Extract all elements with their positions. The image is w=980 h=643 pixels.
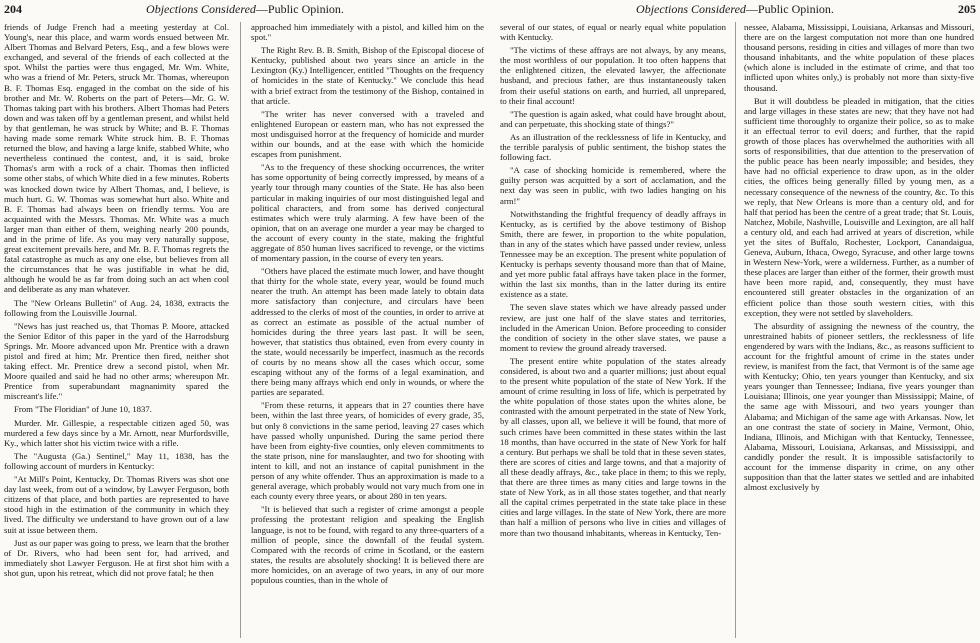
right-page-header bbox=[494, 2, 976, 18]
left-column-2 bbox=[251, 22, 484, 640]
paragraph: several of our states, of equal or nearly equal white population with Kentucky. bbox=[500, 22, 726, 43]
right-column-1 bbox=[500, 22, 726, 640]
left-running-title bbox=[4, 2, 486, 17]
paragraph: The absurdity of assigning the newness of the country, the unrestrained habits of pioneer settlers, the recklessness of life engendered by wars with the Indians, &c., as reasons sufficient to account for the frightful amount of crime in the states under review, is manifest from the fact, that Vermont is of the same age with Kentucky; Ohio, ten years younger than Kentucky, and six years younger than Tennessee; Indiana, five years younger than Louisiana; Illinois, one year younger than Mississippi; Maine, of the same age with Missouri, and two years younger than Alabama; and Michigan of the same age with Arkansas. Now, let an one contrast the state of society in Maine, Vermont, Ohio, Indiana, Illinois, and Michigan with that Kentucky, Tennessee, Alabama, Missouri, Louisiana, Arkansas, and Mississippi, and candidly ponder the result. It is impossible satisfactorily to account for the immense disparity in crime, on any other supposition than that the latter states we settled and are inhabited almost exclusively by bbox=[744, 320, 974, 493]
right-running-title-rest: —Public Opinion. bbox=[745, 2, 834, 16]
paragraph: "Others have placed the estimate much lower, and have thought that thirty for the whole state, every year, would be found much nearer the truth. An attempt has been made lately to obtain data more satisfactory than conjecture, and circulars have been addressed to the clerks of most of the counties, in order to arrive at as correct an estimate as possible of the actual number of homicides during the three years last past. It will be seen, however, that statistics thus obtained, even from every county in the state, would necessarily be imperfect, inasmuch as the records of courts by no means show all the cases which occur, some escaping without any of the forms of a legal examination, and there being many affrays which end only in wounds, or where the parties are separated. bbox=[251, 266, 484, 398]
paragraph: "As to the frequency of these shocking occurrences, the writer has some opportunity of being correctly impressed, by means of a yearly tour through many counties of the State. He has also been particular in making inquiries of our most distinguished legal and political characters, and from some has derived conjectural estimates which were truly alarming. A few have been of the opinion, that on an average one murder a year may be charged to the account of every county in the state, making the frightful aggregate of 850 human lives sacrificed to revenge, or the victims of momentary passion, in the course of every ten years. bbox=[251, 162, 484, 264]
left-page-number: 204 bbox=[4, 2, 22, 16]
right-page-number: 205 bbox=[958, 2, 976, 16]
paragraph: Murder. Mr. Gillespie, a respectable citizen aged 50, was murdered a few days since by a Mr. Arnott, near Murfordsville, Ky., which latter shot his victim twice with a rifle. bbox=[4, 417, 229, 448]
paragraph: The "New Orleans Bulletin" of Aug. 24, 1838, extracts the following from the Louisville Journal. bbox=[4, 297, 229, 318]
column-divider bbox=[735, 22, 736, 638]
paragraph: "At Mill's Point, Kentucky, Dr. Thomas Rivers was shot one day last week, from out of a window, by Lawyer Ferguson, both citizens of that place, and both parties are represented to have stood high in the estimation of the community in which they lived. The difficulty we understand to have grown out of a law suit at issue between them. bbox=[4, 474, 229, 535]
paragraph: Just as our paper was going to press, we learn that the brother of Dr. Rivers, who had been sent for, had arrived, and immediately shot Lawyer Ferguson. He at first shot him with a shot gun, upon his retreat, which did not prove fatal; he then bbox=[4, 537, 229, 578]
column-divider bbox=[240, 22, 241, 638]
right-page bbox=[490, 0, 980, 643]
paragraph: "The victims of these affrays are not always, by any means, the most worthless of our population. It too often happens that the enlightened citizen, the elevated lawyer, the affectionate husband, and precious father, are thus instantaneously taken from their useful stations on earth, and hurried, all unprepared, to their final account! bbox=[500, 45, 726, 106]
paragraph: The present entire white population of the states already considered, is about two and a quarter millions; just about equal to the present white population of the state of New York. If the amount of crime resulting in loss of life, which is perpetrated by the white population of those states upon the whites alone, be contrasted with the amount perpetrated in the state of New York, by all classes, upon all, we believe it will be found, that more of such crimes have been committed in these states within the last 18 months, than have occurred in the state of New York for half a century. But perhaps we shall be told that in these seven states, there are scores of cities and large towns, and that a majority of all these deadly affrays, &c., take place in them; to this we reply, that there are three times as many cities and large towns in the state of New York, as in all those states together, and that nearly all the capital crimes perpetrated in the state take place in these cities and large villages. In the state of New York, there are more than half a million of persons who live in cities and villages of more than two thousand inhabitants, whereas in Kentucky, Ten- bbox=[500, 355, 726, 538]
paragraph: The "Augusta (Ga.) Sentinel," May 11, 1838, has the following account of murders in Kentucky: bbox=[4, 450, 229, 471]
paragraph: As an illustration of the recklessness of life in Kentucky, and the terrible paralysis of public sentiment, the bishop states the following fact. bbox=[500, 131, 726, 163]
paragraph: friends of Judge French had a meeting yesterday at Col. Young's, near this place, and warm words ensued between Mr. Albert Thomas and Belvard Peters, Esq., and a few blows were exchanged, and several of the friends of each collected at the spot. Whilst the parties were thus engaged, Mr. Wm. White, who was a friend of Mr. Peters, struck Mr. Thomas, whereupon B. F. Thomas Esq. engaged in the combat on the side of his brother and Mr. W. Roberts on the part of Peters—Mr. G. W. Thomas taking part with his brothers. Albert Thomas had Peters down and was taken off by a gentleman present, and whilst held by that gentleman, he was struck by White; and B. F. Thomas having made some remark White struck him. B. F. Thomas returned the blow, and having a large knife, stabbed White, who nevertheless continued the contest, and, it is said, broke Thomas's arm with a rock of a chair. Thomas then inflicted some other stabs, of which White died in a few minutes. Roberts was knocked down twice by Albert Thomas, and, I believe, is much hurt. G. W. Thomas was somewhat hurt also. White and B. F. Thomas had always been on friendly terms. You are acquainted with the Messrs. Thomas. Mr. White was a much larger man than either of them, weighing nearly 200 pounds, and in the prime of life. As you may very naturally suppose, great excitement prevails here, and Mr. B. F. Thomas regrets the fatal catastrophe as much as any one else, but believes from all the circumstances that he was justifiable in what he did, although he would be as far from doing such an act when cool and deliberate as any man whatever. bbox=[4, 22, 229, 295]
left-running-title-italic: Objections Considered bbox=[146, 2, 256, 16]
paragraph: Notwithstanding the frightful frequency of deadly affrays in Kentucky, as is certified by the above testimony of Bishop Smith, there are fewer, in proportion to the white population, than in any of the states which have passed under review, unless Tennessee may be an exception. The present white population of Kentucky is perhaps seventy thousand more than that of Maine, and yet more public fatal affrays have taken place in the former, within the last six months, than in the latter during its entire existence as a state. bbox=[500, 208, 726, 300]
left-running-title-rest: —Public Opinion. bbox=[255, 2, 344, 16]
right-running-title-italic: Objections Considered bbox=[636, 2, 746, 16]
left-page-header bbox=[4, 2, 486, 18]
paragraph: The Right Rev. B. B. Smith, Bishop of the Episcopal diocese of Kentucky, published about two years since an article in the Lexington (Ky.) Intelligencer, entitled "Thoughts on the frequency of homicides in the state of Kentucky." We conclude this head with a brief extract from the testimony of the Bishop, contained in that article. bbox=[251, 45, 484, 106]
paragraph: From "The Floridian" of June 10, 1837. bbox=[14, 404, 152, 415]
paragraph: "The writer has never conversed with a traveled and enlightened European or eastern man, who has not expressed the most undisguised horror at the frequency of homicide and murder within our bounds, and at the ease with which the homicide escapes from punishment. bbox=[251, 108, 484, 160]
paragraph: nessee, Alabama, Mississippi, Louisiana, Arkansas and Missouri, there are on the largest computation not more than one hundred thousand persons, residing in cities and villages of more than two thousand inhabitants, and the white population of these places (which alone is included in the estimate of crime, and that too inflicted upon whites only,) is probably not more than sixty-five thousand. bbox=[744, 22, 974, 93]
paragraph: "The question is again asked, what could have brought about, and can perpetuate, this shocking state of things?" bbox=[500, 108, 726, 129]
paragraph: But it will doubtless be pleaded in mitigation, that the cities and large villages in these states are new; that they have not had sufficient time thoroughly to organize their police, so as to make it an effectual terror to evil doers; and further, that the rapid growth of those places has overwhelmed the authorities with all sorts of responsibilities, that due attention to the preservation of the public peace has been nearly impossible; and besides, they have had no official experience to draw upon, as in the older cities, the offices being generally filled by young men, as a necessary consequence of the newness of the country, &c. To this we reply, that New Orleans is more than a century old, and for half that period has been the centre of a great trade; that St. Louis, Natchez, Mobile, Nashville, Louisville and Lexington, are all half a century old, and each had arrived at years of discretion, while yet the sites of Buffalo, Rochester, Lockport, Canandaigua, Geneva, Auburn, Ithaca, Owego, Syracuse, and other large towns in Western New-York, were a wilderness. Further, as a number of these places are larger than either of the former, their growth must have been more rapid, and, consequently, they must have encountered still greater obstacles in the organization of an efficient police than those south western cities, with this exception, they were not settled by slaveholders. bbox=[744, 95, 974, 318]
paragraph: The seven slave states which we have already passed under review, are just one half of the slave states and territories, included in the American Union. Before proceeding to consider the condition of society in the other slave states, we pause a moment to review the ground already traversed. bbox=[500, 302, 726, 353]
paragraph: "It is believed that such a register of crime amongst a people professing the protestant religion and speaking the English language, is not to be found, with regard to any three-quarters of a million of people, since the downfall of the feudal system. Compared with the records of crime in Scotland, or the eastern states, the results are absolutely shocking! It is believed there are more homicides, on an average of two years, in any of our more populous counties, than in the whole of bbox=[251, 504, 484, 585]
paragraph: "A case of shocking homicide is remembered, where the guilty person was acquitted by a sort of acclamation, and the next day was seen in public, with two ladies hanging on his arm!" bbox=[500, 165, 726, 206]
left-column-1 bbox=[4, 22, 229, 640]
paragraph: "From these returns, it appears that in 27 counties there have been, within the last three years, of homicides of every grade, 35, but only 8 convictions in the same period, leaving 27 cases which have passed wholly unpunished. During the same period there have been from eighty-five counties, only eleven commitments to the state prison, nine for manslaughter, and two for shooting with intent to kill, and not an instance of capital punishment in the person of any white offender. Thus an approximation is made to a general average, which probably would not vary much from one in each county every three years, or about 280 in ten years. bbox=[251, 400, 484, 502]
paragraph: "News has just reached us, that Thomas P. Moore, attacked the Senior Editor of this paper in the yard of the Harrodsburg Springs. Mr. Moore advanced upon Mr. Prentice with a drawn pistol and fired at him; Mr. Prentice then fired, neither shot taking effect. Mr. Prentice drew a second pistol, when Mr. Moore quailed and said he had no other arms; whereupon Mr. Prentice from superabundant magnanimity spared the miscreant's life." bbox=[4, 320, 229, 402]
right-running-title bbox=[494, 2, 976, 17]
right-column-2 bbox=[744, 22, 974, 640]
paragraph: approached him immediately with a pistol, and killed him on the spot." bbox=[251, 22, 484, 43]
